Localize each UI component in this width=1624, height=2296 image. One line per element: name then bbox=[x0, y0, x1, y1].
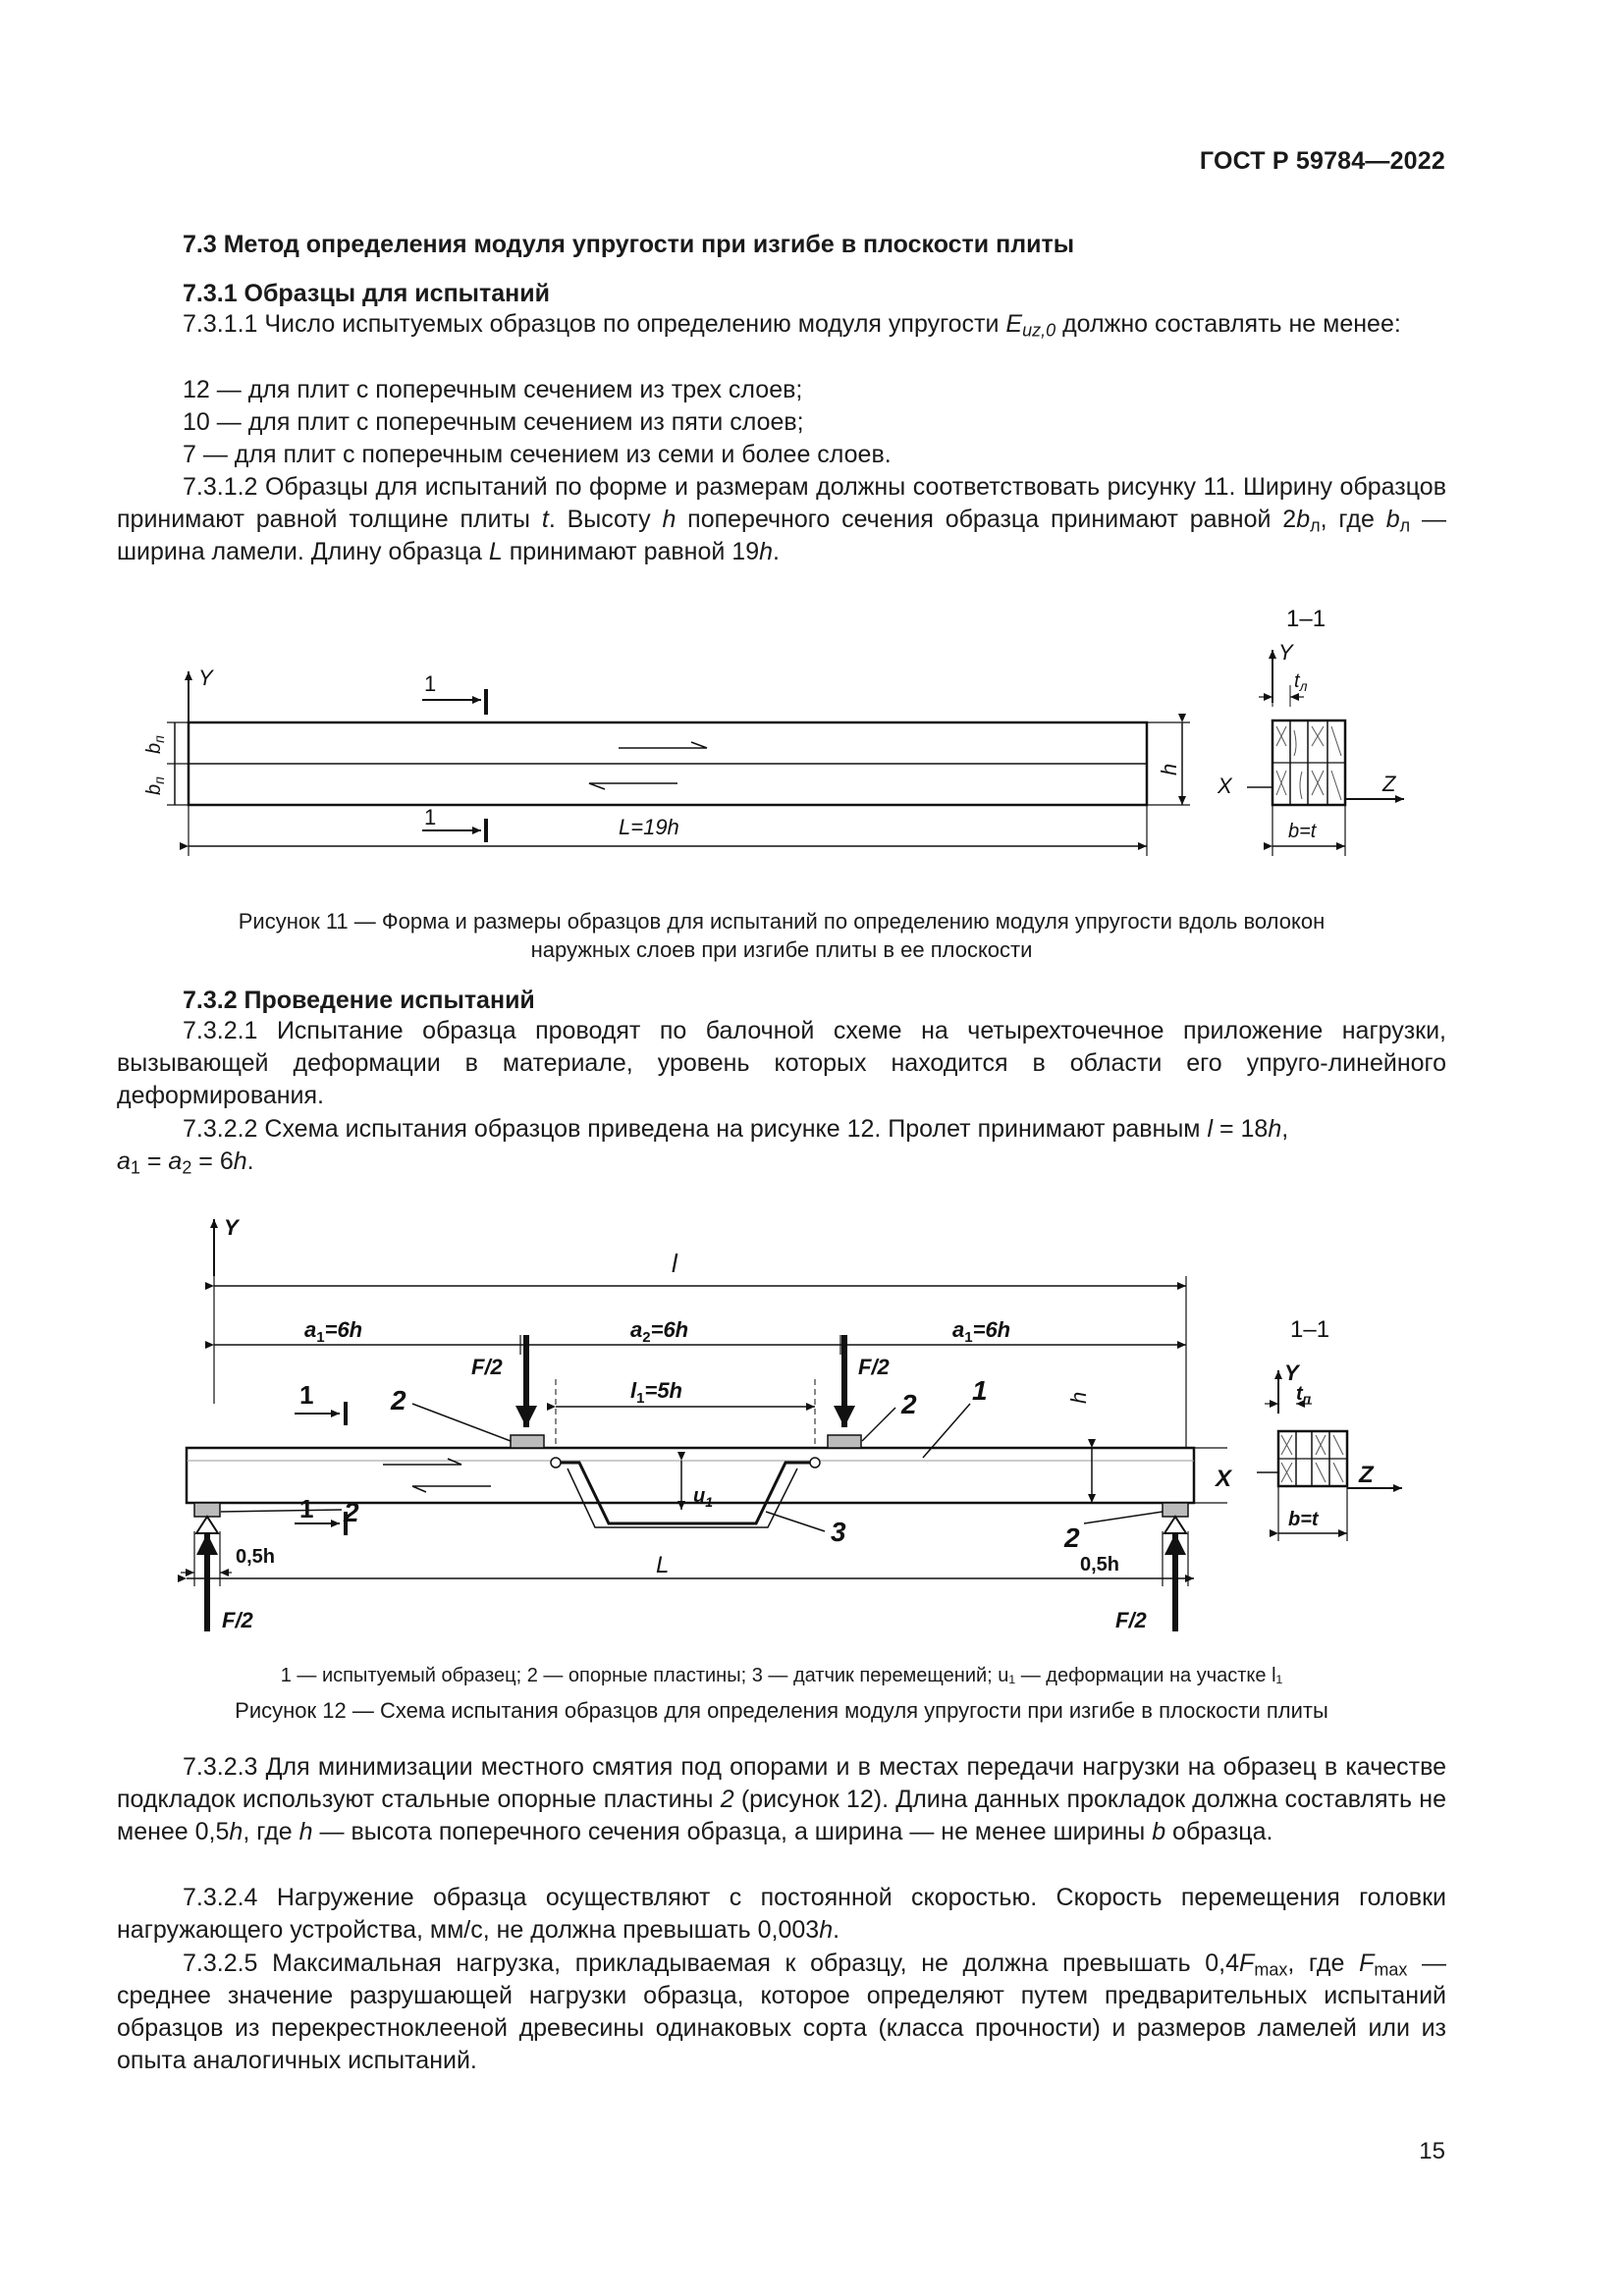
cut-label: 1 bbox=[299, 1494, 314, 1523]
callout-2: 2 bbox=[1064, 1522, 1080, 1553]
dim-label-l: l bbox=[672, 1249, 677, 1278]
list-item: 10 — для плит с поперечным сечением из пяти слоев; bbox=[183, 408, 804, 436]
callout-3: 3 bbox=[831, 1517, 846, 1547]
paragraph-7-3-2-2: 7.3.2.2 Схема испытания образцов приведена на рисунке 12. Пролет принимают равным l = 18h, bbox=[183, 1115, 1289, 1143]
dim-label-b-t: b=t bbox=[1288, 1509, 1319, 1530]
document-code: ГОСТ Р 59784—2022 bbox=[1199, 147, 1445, 175]
dim-label-h: h bbox=[1157, 763, 1181, 775]
dim-label-b-n: $b_п$ bbox=[143, 735, 167, 754]
dim-label-a1: $a_1=6h$ bbox=[304, 1317, 363, 1346]
dim-label-a1: $a_1=6h$ bbox=[952, 1317, 1011, 1346]
cross-section bbox=[1278, 1431, 1347, 1486]
dim-label-b-t: b=t bbox=[1288, 821, 1317, 842]
axis-label-y: Y bbox=[1284, 1361, 1299, 1385]
dim-label-l1: $l_1=5h$ bbox=[630, 1378, 682, 1407]
dim-label-t-n: $t_п$ bbox=[1296, 1383, 1312, 1407]
dim-label-05h: 0,5h bbox=[236, 1546, 276, 1568]
axis-label-y: Y bbox=[198, 666, 213, 690]
load-plate bbox=[828, 1435, 861, 1448]
dim-label-L: L bbox=[656, 1552, 670, 1578]
paragraph-7-3-2-5: 7.3.2.5 Максимальная нагрузка, прикладываемая к образцу, не должна превышать $0,4F_{max}$, где $F_{max}$ — среднее значение разрушающей нагрузки образца, которое определяют путем предварительных испытаний образцов из перекрестноклееной древесины одинаковых сорта (класса прочности) и размеров ламелей или из опыта аналогичных испытаний. bbox=[117, 1949, 1446, 2074]
callout-2: 2 bbox=[901, 1389, 917, 1419]
figure-12-diagram bbox=[0, 1207, 1624, 1639]
figure-12-legend: 1 — испытуемый образец; 2 — опорные пластины; 3 — датчик перемещений; u₁ — деформации на участке l₁ bbox=[280, 1665, 1283, 1686]
axis-label-y: Y bbox=[224, 1215, 239, 1240]
list-item: 12 — для плит с поперечным сечением из трех слоев; bbox=[183, 376, 803, 403]
list-item: 7 — для плит с поперечным сечением из семи и более слоев. bbox=[183, 441, 892, 468]
cut-label: 1 bbox=[424, 805, 437, 829]
section-label: 1–1 bbox=[1290, 1316, 1330, 1343]
axis-label-x: X bbox=[1216, 1466, 1232, 1492]
cross-section bbox=[1272, 721, 1345, 805]
paragraph-7-3-1-2: 7.3.1.2 Образцы для испытаний по форме и размерам должны соответствовать рисунку 11. Ширину образцов принимают равной толщине плиты t. Высоту h поперечного сечения образца принимают равной $2b_л$, где $b_л$ — ширина ламели. Длину образца L принимают равной 19h. bbox=[117, 473, 1446, 565]
paragraph-7-3-1-1: 7.3.1.1 Число испытуемых образцов по определению модуля упругости $E_{uz,0}$ должно составлять не менее: bbox=[183, 310, 1401, 341]
support-plate bbox=[1163, 1503, 1188, 1517]
callout-2: 2 bbox=[344, 1497, 359, 1527]
cut-label: 1 bbox=[424, 671, 437, 696]
load-plate bbox=[511, 1435, 544, 1448]
section-heading-7-3: 7.3 Метод определения модуля упругости при изгибе в плоскости плиты bbox=[183, 231, 1075, 258]
dim-label-b-n: $b_п$ bbox=[143, 776, 167, 795]
specimen-beam bbox=[187, 1448, 1194, 1503]
paragraph-7-3-2-1: 7.3.2.1 Испытание образца проводят по балочной схеме на четырехточечное приложение нагрузки, вызывающей деформации в материале, уровень которых находится в области его упруго-линейного деформирования. bbox=[117, 1017, 1446, 1109]
dim-label-h: h bbox=[1066, 1391, 1091, 1404]
section-label: 1–1 bbox=[1286, 606, 1326, 632]
axis-label-y: Y bbox=[1278, 640, 1293, 665]
callout-2: 2 bbox=[391, 1385, 406, 1415]
figure-11-caption: Рисунок 11 — Форма и размеры образцов для испытаний по определению модуля упругости вдоль волокон наружных слоев при изгибе плиты в ее плоскости bbox=[238, 909, 1326, 962]
axis-label-x: X bbox=[1218, 774, 1232, 798]
figure-11-diagram bbox=[0, 599, 1624, 874]
callout-1: 1 bbox=[972, 1375, 988, 1406]
force-label: F/2 bbox=[471, 1355, 503, 1379]
dim-label-L: L=19h bbox=[619, 815, 679, 839]
dim-label-a2: $a_2=6h$ bbox=[630, 1317, 689, 1346]
label-u1: $u_1$ bbox=[693, 1485, 714, 1510]
subsection-heading-7-3-1: 7.3.1 Образцы для испытаний bbox=[183, 280, 550, 307]
dim-label-t-l: $t_л$ bbox=[1294, 670, 1308, 694]
paragraph-7-3-2-4: 7.3.2.4 Нагружение образца осуществляют с постоянной скоростью. Скорость перемещения головки нагружающего устройства, мм/с, не должна превышать 0,003h. bbox=[117, 1884, 1446, 1944]
figure-12-caption: Рисунок 12 — Схема испытания образцов для определения модуля упругости при изгибе в плоскости плиты bbox=[235, 1698, 1328, 1723]
dim-label-05h: 0,5h bbox=[1080, 1554, 1120, 1575]
force-label: F/2 bbox=[858, 1355, 890, 1379]
cut-label: 1 bbox=[299, 1380, 314, 1410]
paragraph-7-3-2-3: 7.3.2.3 Для минимизации местного смятия под опорами и в местах передачи нагрузки на образец в качестве подкладок используют стальные опорные пластины 2 (рисунок 12). Длина данных прокладок должна составлять не менее 0,5h, где h — высота поперечного сечения образца, а ширина — не менее ширины b образца. bbox=[117, 1753, 1446, 1845]
axis-label-z: Z bbox=[1382, 772, 1396, 796]
page-number: 15 bbox=[1419, 2138, 1445, 2164]
force-label: F/2 bbox=[1115, 1608, 1147, 1632]
support-plate bbox=[194, 1503, 220, 1517]
paragraph-7-3-2-2-cont: $a_1 = a_2 = 6h$. bbox=[117, 1148, 254, 1178]
axis-label-z: Z bbox=[1359, 1462, 1374, 1488]
force-label: F/2 bbox=[222, 1608, 253, 1632]
subsection-heading-7-3-2: 7.3.2 Проведение испытаний bbox=[183, 987, 535, 1014]
